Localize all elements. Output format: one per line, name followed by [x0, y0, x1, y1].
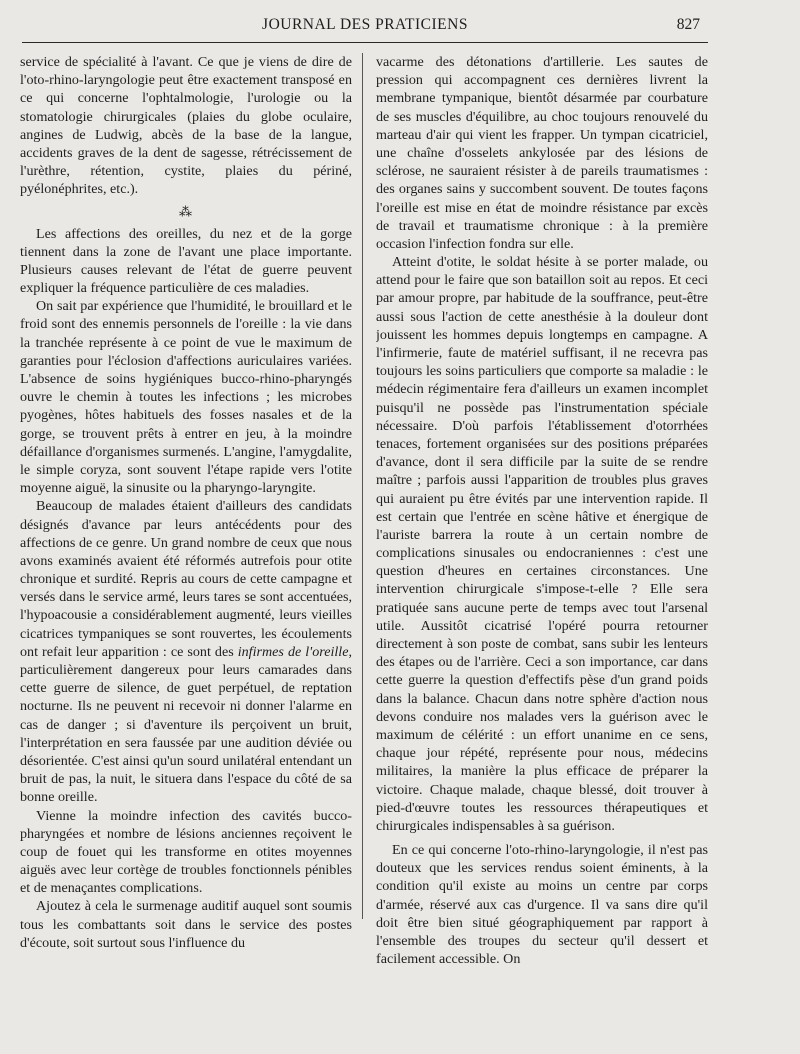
left-paragraph-1: service de spécialité à l'avant. Ce que je viens de dire de l'oto-rhino-laryngologie peut être exactement transposé en ce qui concerne l'ophtalmologie, l'urologie ou la stomatologie chirurgicales (plaies du globe oculaire, angines de Ludwig, abcès de la base de la langue, accidents graves de la dent de sagesse, rétrécissement de l'urèthre, rétention, cystite, plaies du périné, pyélonéphrites, etc.). [20, 54, 352, 198]
right-paragraph-2: Atteint d'otite, le soldat hésite à se porter malade, ou attend pour le faire que son bataillon soit au repos. Et ceci par amour propre, par habitude de la souffrance, peut-être aussi sous l'action de cette anesthésie à la douleur dont jouissent les hommes depuis longtemps en campagne. A l'infirmerie, faute de matériel suffisant, il ne recevra pas toujours les soins particuliers que comporte sa maladie : le médecin régimentaire fera d'ailleurs un examen incomplet puisqu'il ne possède pas l'instrumentation spéciale nécessaire. D'où parfois l'établissement d'otorrhées tenaces, fortement organisées sur des positions préparées d'avance, dont il sera difficile par la suite de se rendre maître ; parfois aussi l'apparition de troubles plus graves qui auraient pu être évités par une intervention rapide. Il est certain que l'entrée en scène hâtive et énergique de l'auriste barrera la route à un certain nombre de complications sinusales ou endocraniennes : c'est une question d'heures en certaines circonstances. Une intervention chirurgicale s'impose-t-elle ? Elle sera pratiquée sans aucune perte de temps avec tout l'arsenal utile. Aussitôt cicatrisé l'opéré pourra retourner directement à son poste de combat, sans subir les lenteurs des étapes ou de l'arrière. Ceci a son importance, car dans cette guerre la question d'effectifs pèse d'un grand poids dans la balance. Chacun dans notre sphère d'action nous devons conduire nos malades vers la guérison avec le maximum de célérité : un effort unanime en ce sens, chaque jour répété, représente pour nous, médecins militaires, la manière la plus efficace de préparer la victoire. Chaque malade, chaque blessé, doit trouver à pied-d'œuvre toutes les ressources thérapeutiques et chirurgicales indispensables à sa guérison. [376, 254, 708, 834]
left-column [20, 53, 352, 1043]
running-header [22, 16, 708, 43]
right-column [376, 53, 708, 1043]
left-paragraph-5: Vienne la moindre infection des cavités bucco-pharyngées et nombre de lésions anciennes reçoivent le coup de fouet qui les transforme en otites moyennes aiguës avec leur cortège de troubles fonctionnels pénibles et de menaçantes complications. [20, 807, 352, 897]
column-divider [362, 53, 363, 919]
left-paragraph-3: On sait par expérience que l'humidité, le brouillard et le froid sont des ennemis personnels de l'oreille : la vie dans la tranchée représente à ce point de vue le maximum de garanties pour l'éclosion d'affections auriculaires variées. L'absence de soins hygiéniques bucco-rhino-pharyngés ouvre le chemin à toutes les infections ; les microbes pyogènes, hôtes habituels des fosses nasales et de la gorge, se trouvent prêts à entrer en jeu, à la moindre défaillance d'organismes surmenés. L'angine, l'amygdalite, le simple coryza, sont souvent l'étape rapide vers l'otite moyenne aiguë, la sinusite ou la pharyngo-laryngite. [20, 298, 352, 497]
right-paragraph-3: En ce qui concerne l'oto-rhino-laryngologie, il n'est pas douteux que les services rendus soient éminents, à la condition qu'il existe au moins un centre par corps d'armée, réservé aux cas d'urgence. Il va sans dire qu'il doit être bien situé géographiquement par rapport à l'ensemble des troupes du secteur qu'il dessert et facilement accessible. On [376, 842, 708, 968]
journal-title: JOURNAL DES PRATICIENS [262, 16, 468, 33]
left-paragraph-6: Ajoutez à cela le surmenage auditif auquel sont soumis tous les combattants soit dans le service des postes d'écoute, soit surtout sous l'influence du [20, 898, 352, 951]
left-paragraph-4 [20, 497, 352, 806]
page-number: 827 [676, 16, 700, 33]
left-paragraph-4-italic: infirmes de l'oreille [237, 643, 349, 660]
right-paragraph-1: vacarme des détonations d'artillerie. Les sautes de pression qui accompagnent ces dernières livrent la membrane tympanique, bientôt désarmée par courbature de ses muscles d'équilibre, au choc toujours renouvelé du marteau d'air qui vient les frapper. Un tympan cicatriciel, une chaîne d'osselets ankylosée par des lésions de sclérose, ne sauraient résister à de pareils traumatismes : des organes sains y succombent souvent. De toutes façons l'oreille est mise en état de moindre résistance par excès de travail et traumatisme chronique : à la première occasion l'infection fondra sur elle. [376, 54, 708, 252]
left-paragraph-2: Les affections des oreilles, du nez et de la gorge tiennent dans la zone de l'avant une place importante. Plusieurs causes relevant de l'état de guerre peuvent expliquer la fréquence particulière de ces maladies. [20, 225, 352, 297]
left-paragraph-4-part-b: , particulièrement dangereux pour leurs camarades dans cette guerre de silence, de guet perpétuel, de reptation nocturne. Ils ne peuvent ni recevoir ni donner l'alarme en cas de danger ; si d'aventure ils perçoivent un bruit, l'interprétation en sera faussée par une audition déviée ou désorientée. C'est ainsi qu'un sourd unilatéral entendant un bruit de pas, la nuit, le situera dans l'espace du côté de sa bonne oreille. [20, 643, 352, 806]
section-separator: ⁂ [179, 203, 193, 219]
left-paragraph-4-part-a: Beaucoup de malades étaient d'ailleurs des candidats désignés d'avance par leurs antécédents pour des affections de ce genre. Un grand nombre de ceux que nous avons examinés avaient été réformés autrefois pour otite chronique et surdité. Repris au cours de cette campagne et versés dans le service armé, leurs tares se sont accentuées, l'hypoacousie a considérablement augmenté, leurs vieilles cicatrices tympaniques se sont rouvertes, les écoulements ont refait leur apparition : ce sont des [20, 498, 352, 660]
